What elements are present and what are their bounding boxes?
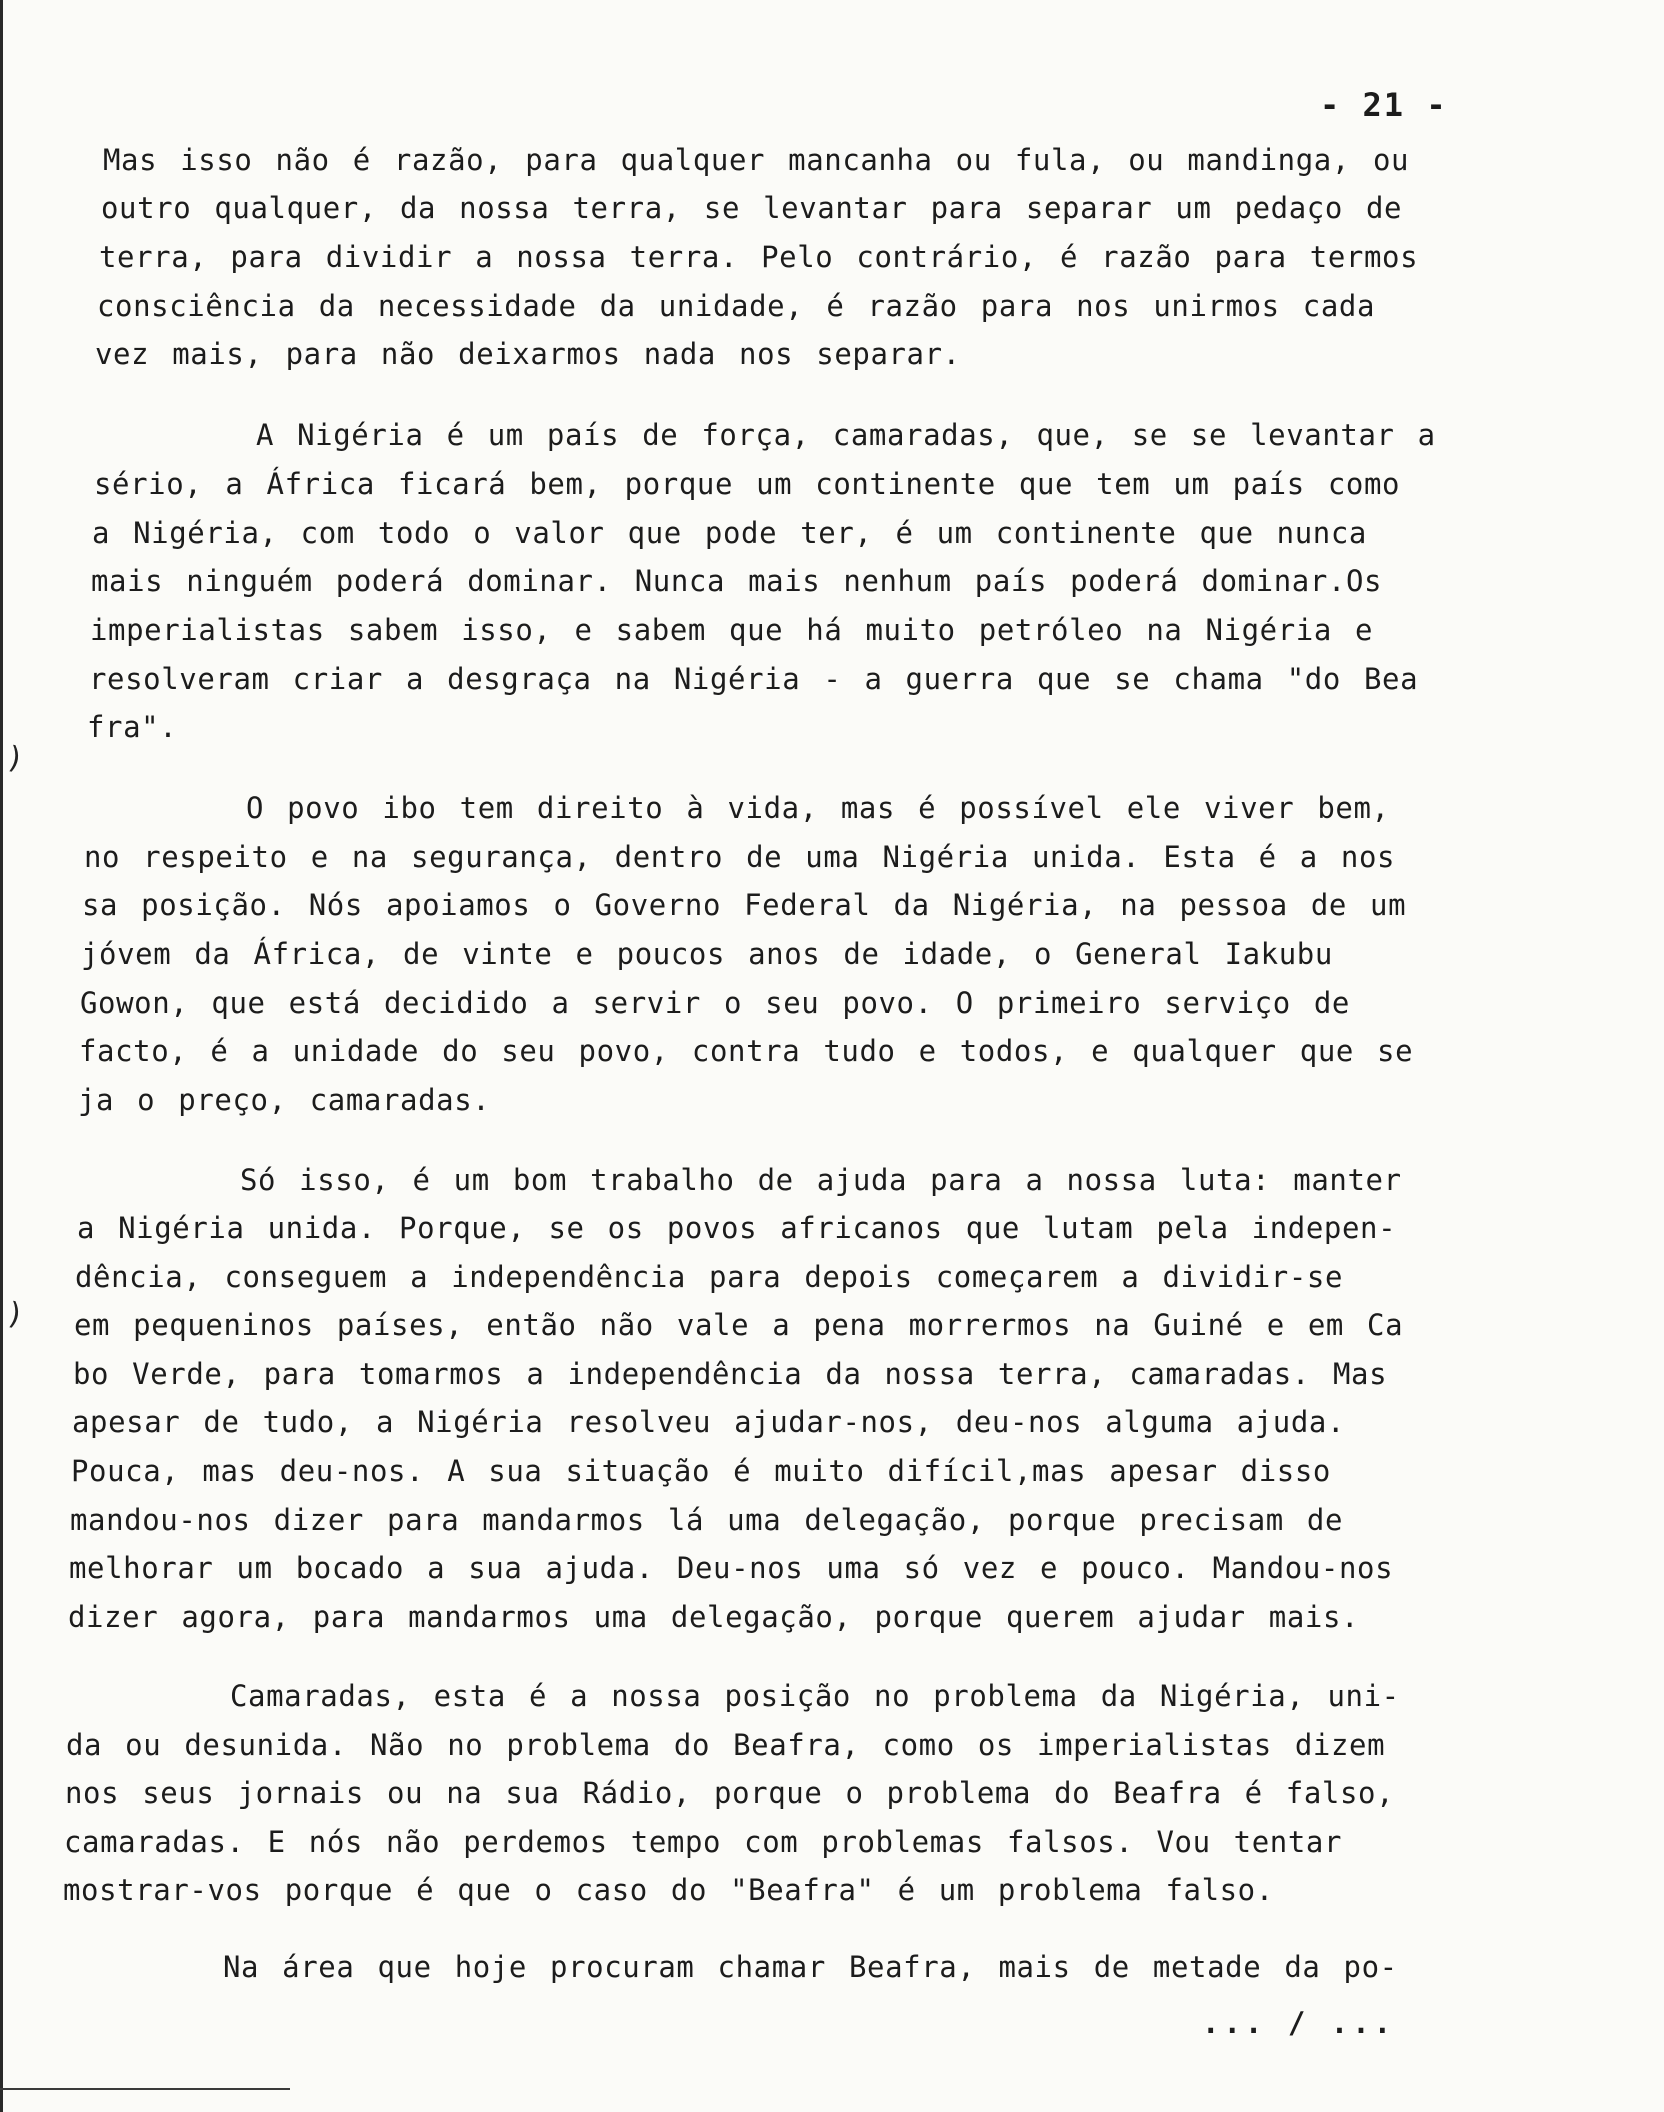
text-line: apesar de tudo, a Nigéria resolveu ajudar-nos, deu-nos alguma ajuda.: [72, 1405, 1346, 1439]
text-line: mandou-nos dizer para mandarmos lá uma delegação, porque precisam de: [70, 1503, 1344, 1537]
text-line: Só isso, é um bom trabalho de ajuda para a nossa luta: manter: [240, 1163, 1402, 1197]
text-line: Pouca, mas deu-nos. A sua situação é muito difícil,mas apesar disso: [71, 1454, 1331, 1488]
page-left-edge: [0, 0, 3, 2112]
text-line: a Nigéria, com todo o valor que pode ter, é um continente que nunca: [92, 516, 1367, 550]
continuation-mark: ... / ...: [1202, 2006, 1396, 2040]
text-line: mostrar-vos porque é que o caso do "Beafra" é um problema falso.: [63, 1873, 1274, 1907]
text-line: jóvem da África, de vinte e poucos anos de idade, o General Iakubu: [81, 937, 1333, 971]
margin-hook-mark: ): [3, 1295, 27, 1334]
text-line: dência, conseguem a independência para depois começarem a dividir-se: [75, 1260, 1344, 1294]
text-line: resolveram criar a desgraça na Nigéria - a guerra que se chama "do Bea: [89, 662, 1419, 696]
bottom-rule: [0, 2088, 290, 2090]
text-line: fra".: [87, 710, 178, 744]
text-line: dizer agora, para mandarmos uma delegação, porque querem ajudar mais.: [68, 1600, 1360, 1634]
text-line: Gowon, que está decidido a servir o seu povo. O primeiro serviço de: [80, 986, 1350, 1020]
page-number: - 21 -: [1320, 86, 1448, 124]
text-line: melhorar um bocado a sua ajuda. Deu-nos uma só vez e pouco. Mandou-nos: [69, 1551, 1394, 1585]
text-line: mais ninguém poderá dominar. Nunca mais nenhum país poderá dominar.Os: [91, 564, 1383, 598]
text-line: ja o preço, camaradas.: [78, 1083, 491, 1117]
text-line: no respeito e na segurança, dentro de uma Nigéria unida. Esta é a nos: [84, 840, 1396, 874]
text-line: terra, para dividir a nossa terra. Pelo contrário, é razão para termos: [99, 240, 1419, 274]
text-line: vez mais, para não deixarmos nada nos separar.: [95, 337, 961, 371]
text-line: Na área que hoje procuram chamar Beafra, mais de metade da po-: [223, 1950, 1398, 1984]
text-line: Camaradas, esta é a nossa posição no problema da Nigéria, uni-: [230, 1679, 1400, 1713]
text-line: Mas isso não é razão, para qualquer mancanha ou fula, ou mandinga, ou: [103, 143, 1410, 177]
text-line: a Nigéria unida. Porque, se os povos africanos que lutam pela indepen-: [77, 1211, 1397, 1245]
text-line: imperialistas sabem isso, e sabem que há muito petróleo na Nigéria e: [90, 613, 1374, 647]
text-line: consciência da necessidade da unidade, é razão para nos unirmos cada: [97, 289, 1376, 323]
text-line: sa posição. Nós apoiamos o Governo Federal da Nigéria, na pessoa de um: [82, 888, 1407, 922]
text-line: A Nigéria é um país de força, camaradas, que, se se levantar a: [256, 418, 1436, 452]
text-line: outro qualquer, da nossa terra, se levantar para separar um pedaço de: [101, 191, 1403, 225]
margin-hook-mark: ): [3, 739, 27, 778]
text-line: facto, é a unidade do seu povo, contra tudo e todos, e qualquer que se: [79, 1034, 1414, 1068]
text-line: em pequeninos países, então não vale a pena morrermos na Guiné e em Ca: [74, 1308, 1404, 1342]
text-line: camaradas. E nós não perdemos tempo com problemas falsos. Vou tentar: [64, 1825, 1343, 1859]
text-line: bo Verde, para tomarmos a independência da nossa terra, camaradas. Mas: [73, 1357, 1388, 1391]
text-line: nos seus jornais ou na sua Rádio, porque o problema do Beafra é falso,: [65, 1776, 1395, 1810]
text-line: O povo ibo tem direito à vida, mas é possível ele viver bem,: [246, 791, 1390, 825]
text-line: sério, a África ficará bem, porque um continente que tem um país como: [94, 467, 1401, 501]
text-line: da ou desunida. Não no problema do Beafra, como os imperialistas dizem: [66, 1728, 1386, 1762]
